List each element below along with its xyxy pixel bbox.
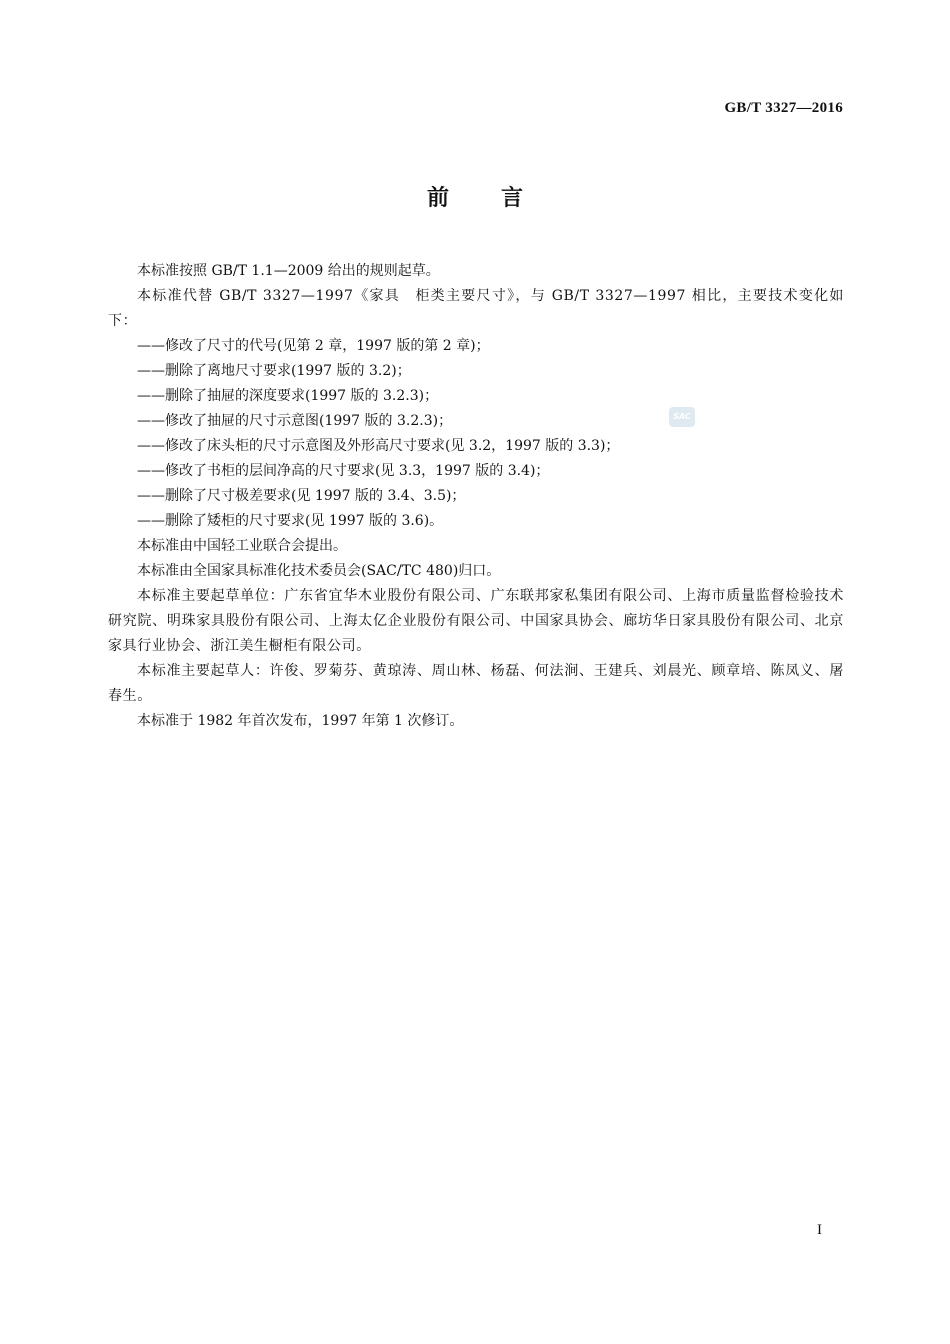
- change-item: ——修改了床头柜的尺寸示意图及外形高尺寸要求(见 3.2，1997 版的 3.3)；: [137, 438, 620, 454]
- standard-code: GB/T 3327—2016: [724, 100, 843, 116]
- paragraph-drafting-rules: 本标准按照 GB/T 1.1—2009 给出的规则起草。: [137, 263, 440, 279]
- change-item: ——删除了矮柜的尺寸要求(见 1997 版的 3.6)。: [137, 513, 444, 529]
- change-item: ——删除了离地尺寸要求(1997 版的 3.2)；: [137, 363, 411, 379]
- change-item: ——删除了尺寸极差要求(见 1997 版的 3.4、3.5)；: [137, 488, 466, 504]
- sac-watermark-logo: SAC: [669, 407, 695, 427]
- change-item: ——修改了尺寸的代号(见第 2 章，1997 版的第 2 章)；: [137, 338, 490, 354]
- paragraph-drafting-units: 本标准主要起草单位：广东省宜华木业股份有限公司、广东联邦家私集团有限公司、上海市质量监督检验技术研究院、明珠家具股份有限公司、上海太亿企业股份有限公司、中国家具协会、廊坊华日家具股份有限公司、北京家具行业协会、浙江美生橱柜有限公司。: [108, 588, 844, 654]
- paragraph-drafters: 本标准主要起草人：许俊、罗菊芬、黄琼涛、周山林、杨磊、何法涧、王建兵、刘晨光、顾章培、陈凤义、屠春生。: [108, 663, 844, 704]
- foreword-body: [108, 259, 844, 734]
- change-item: ——删除了抽屉的深度要求(1997 版的 3.2.3)；: [137, 388, 439, 404]
- paragraph-publication-history: 本标准于 1982 年首次发布，1997 年第 1 次修订。: [137, 713, 464, 729]
- paragraph-replacement: 本标准代替 GB/T 3327—1997《家具 柜类主要尺寸》，与 GB/T 3327—1997 相比，主要技术变化如下：: [108, 288, 844, 329]
- change-item: ——修改了书柜的层间净高的尺寸要求(见 3.3，1997 版的 3.4)；: [137, 463, 550, 479]
- page-title: 前言: [426, 186, 575, 211]
- paragraph-responsible-committee: 本标准由全国家具标准化技术委员会(SAC/TC 480)归口。: [137, 563, 501, 579]
- paragraph-proposer: 本标准由中国轻工业联合会提出。: [137, 538, 347, 554]
- page-number: I: [817, 1222, 822, 1238]
- change-item: ——修改了抽屉的尺寸示意图(1997 版的 3.2.3)；: [137, 413, 453, 429]
